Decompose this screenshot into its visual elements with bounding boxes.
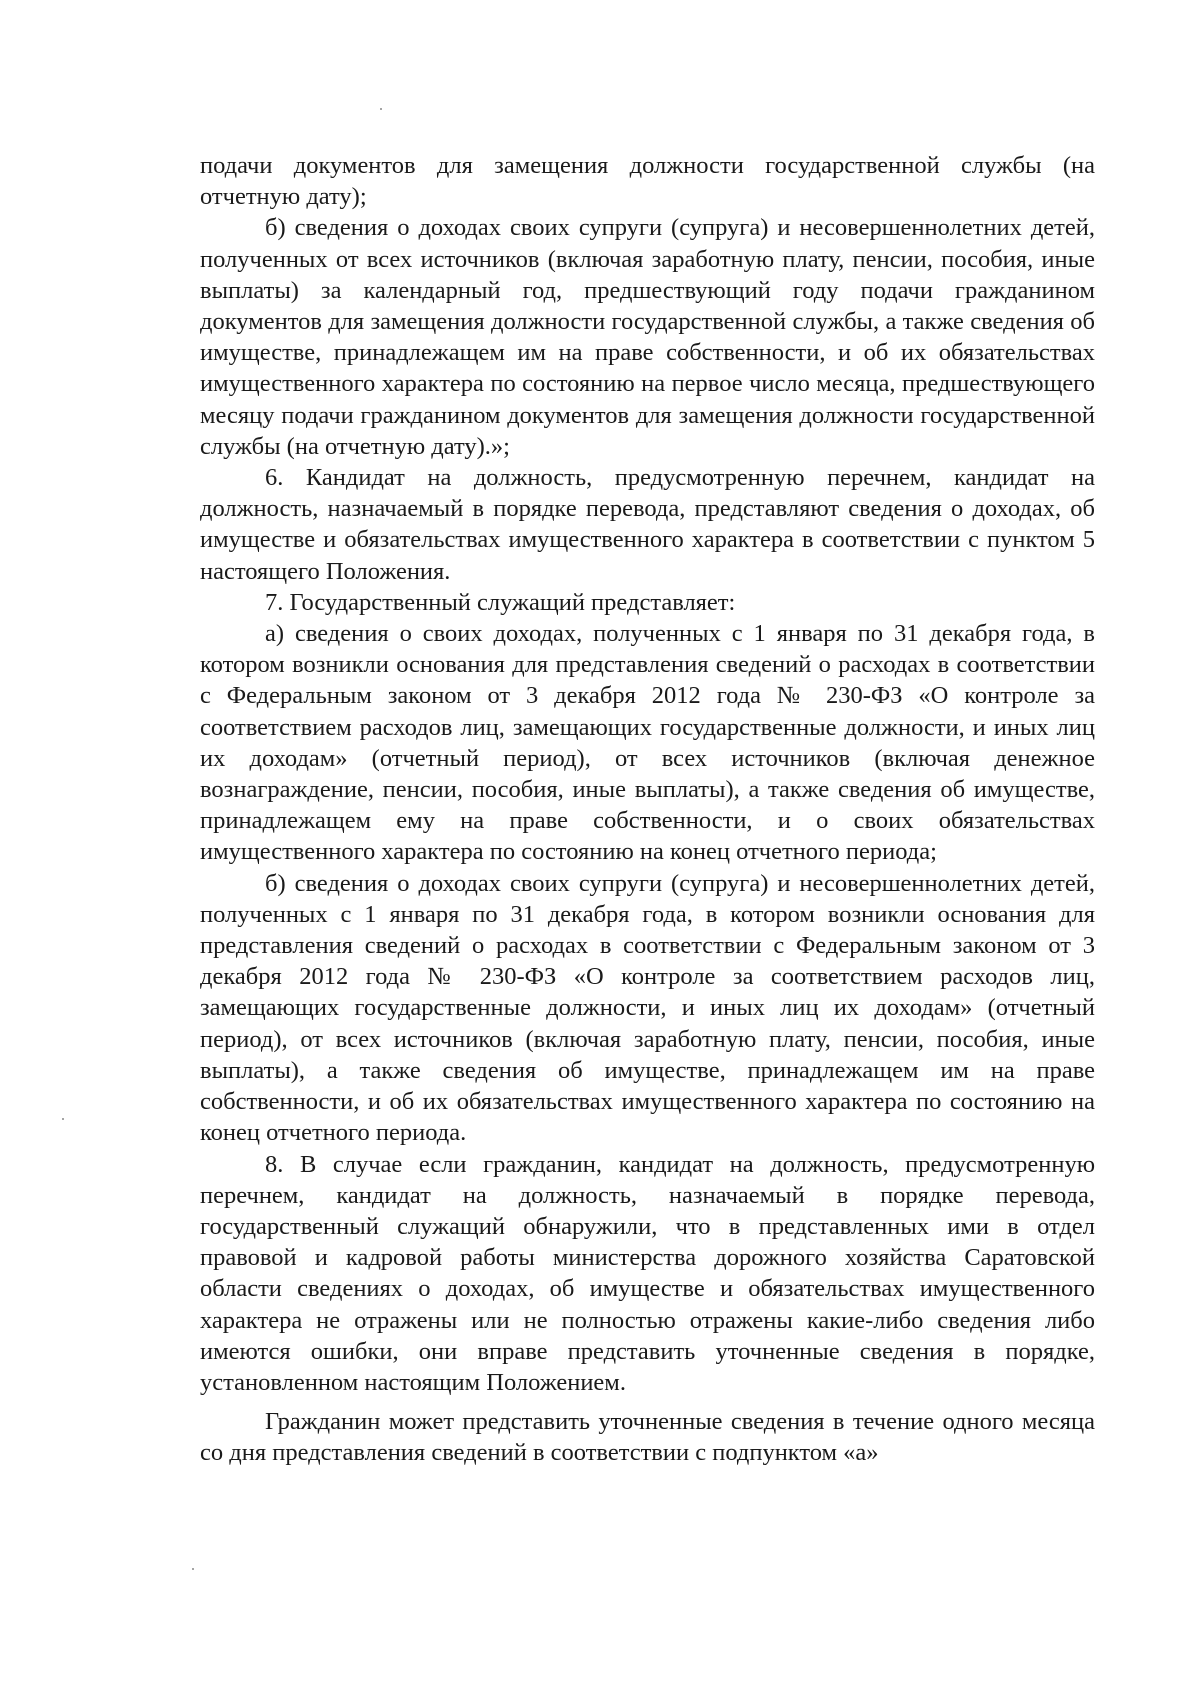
paragraph-8: 8. В случае если гражданин, кандидат на должность, предусмотренную перечнем, кандидат на должность, назначаемый в порядке перевода, государственный служащий обнаружили, что в представленных ими в отдел правовой и кадровой работы министерства дорожного хозяйства Саратовской области сведениях о доходах, об имуществе и обязательствах имущественного характера не отражены или не полностью отражены какие-либо сведения либо имеются ошибки, они вправе представить уточненные сведения в порядке, установленном настоящим Положением.: [200, 1150, 1095, 1396]
document-body: [200, 150, 1095, 1469]
scan-speck: [192, 1568, 194, 1570]
paragraph-6: 6. Кандидат на должность, предусмотренную перечнем, кандидат на должность, назначаемый в порядке перевода, представляют сведения о доходах, об имуществе и обязательствах имущественного характера в соответствии с пунктом 5 настоящего Положения.: [200, 464, 1095, 585]
paragraph-7b: б) сведения о доходах своих супруги (супруга) и несовершеннолетних детей, полученных с 1 января по 31 декабря года, в котором возникли основания для представления сведений о расходах в соответствии с Федеральным законом от 3 декабря 2012 года № 230-ФЗ «О контроле за соответствием расходов лиц, замещающих государственные должности, и иных лиц их доходам» (отчетный период), от всех источников (включая заработную плату, пенсии, пособия, иные выплаты), а также сведения об имуществе, принадлежащем им на праве собственности, и об их обязательствах имущественного характера по состоянию на конец отчетного периода.: [200, 869, 1095, 1147]
scan-speck: [62, 1118, 64, 1120]
paragraph-8-citizen: Гражданин может представить уточненные сведения в течение одного месяца со дня представления сведений в соответствии с подпунктом «а»: [200, 1408, 1095, 1467]
paragraph-5b: б) сведения о доходах своих супруги (супруга) и несовершеннолетних детей, полученных от всех источников (включая заработную плату, пенсии, пособия, иные выплаты) за календарный год, предшествующий году подачи гражданином документов для замещения должности государственной службы, а также сведения об имуществе, принадлежащем им на праве собственности, и об их обязательствах имущественного характера по состоянию на первое число месяца, предшествующего месяцу подачи гражданином документов для замещения должности государственной службы (на отчетную дату).»;: [200, 214, 1095, 460]
paragraph-7a: а) сведения о своих доходах, полученных с 1 января по 31 декабря года, в котором возникли основания для представления сведений о расходах в соответствии с Федеральным законом от 3 декабря 2012 года № 230-ФЗ «О контроле за соответствием расходов лиц, замещающих государственные должности, и иных лиц их доходам» (отчетный период), от всех источников (включая денежное вознаграждение, пенсии, пособия, иные выплаты), а также сведения об имуществе, принадлежащем ему на праве собственности, и о своих обязательствах имущественного характера по состоянию на конец отчетного периода;: [200, 620, 1095, 866]
paragraph-continuation: подачи документов для замещения должности государственной службы (на отчетную дату);: [200, 152, 1095, 211]
paragraph-7: 7. Государственный служащий представляет:: [265, 588, 736, 616]
scan-speck: [380, 108, 382, 110]
